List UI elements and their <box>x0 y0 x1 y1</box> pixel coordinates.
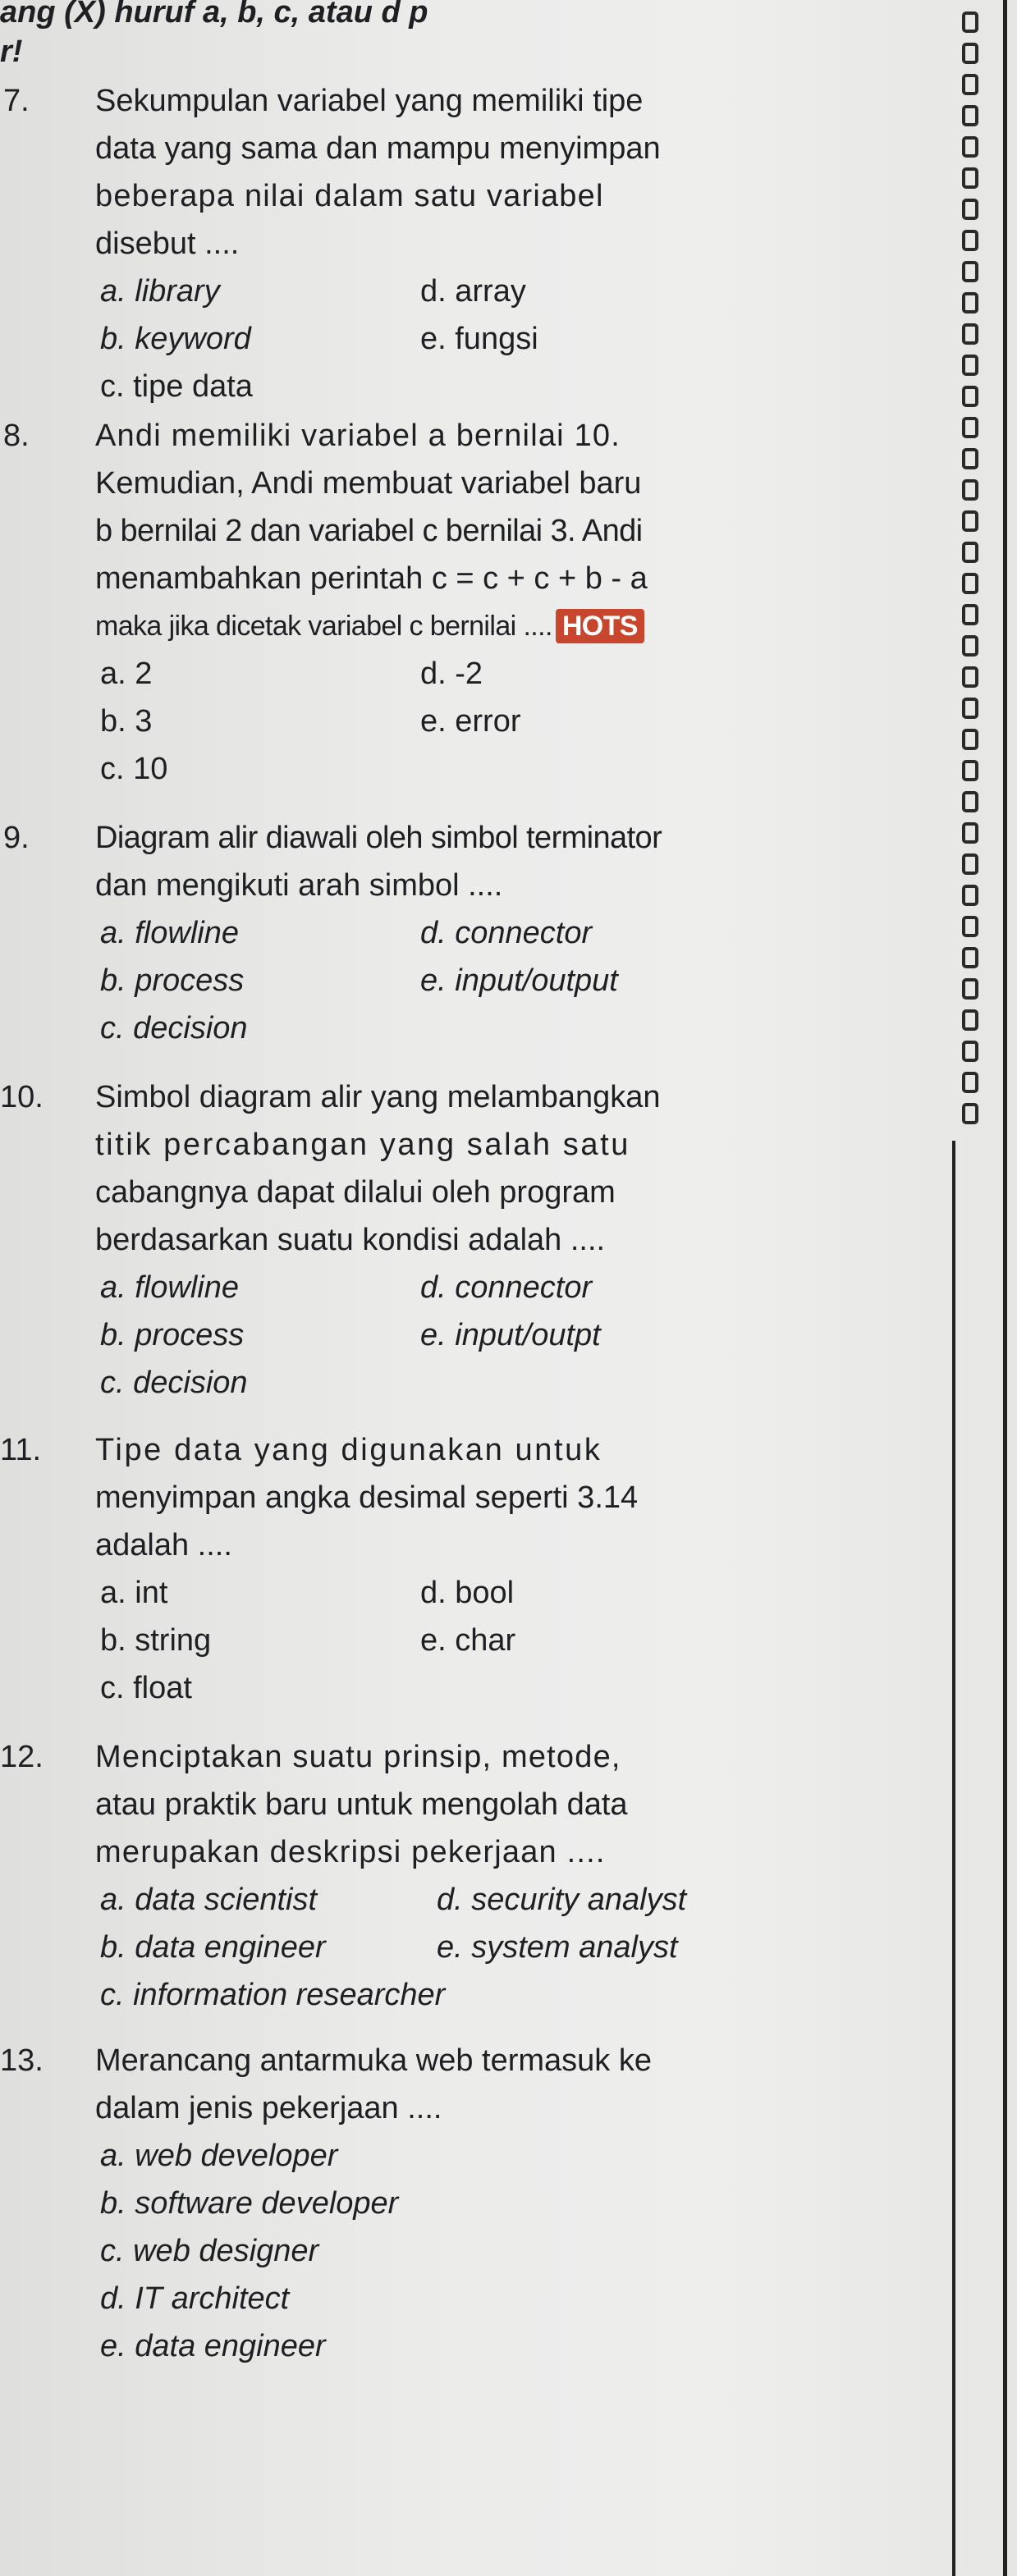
binding-ring <box>964 356 977 374</box>
option-a[interactable]: a. library <box>100 274 220 309</box>
binding-ring <box>964 1042 977 1060</box>
option-e[interactable]: e. system analyst <box>437 1930 678 1965</box>
binding-ring <box>964 169 977 187</box>
binding-ring <box>964 325 977 343</box>
binding-ring <box>964 606 977 624</box>
header-line: ang (X) huruf a, b, c, atau d p <box>0 0 428 30</box>
margin-line <box>952 1141 955 2576</box>
option-a[interactable]: a. flowline <box>100 916 239 950</box>
binding-ring <box>964 917 977 936</box>
question-text: titik percabangan yang salah satu <box>95 1128 630 1162</box>
binding-ring <box>964 263 977 281</box>
option-c[interactable]: c. information researcher <box>100 1978 446 2012</box>
option-d[interactable]: d. array <box>420 274 526 309</box>
option-a[interactable]: a. 2 <box>100 657 153 691</box>
option-d[interactable]: d. connector <box>420 1270 593 1305</box>
option-b[interactable]: b. keyword <box>100 322 251 356</box>
binding-ring <box>964 387 977 405</box>
binding-ring <box>964 980 977 998</box>
option-c[interactable]: c. 10 <box>100 752 168 786</box>
option-e[interactable]: e. input/outpt <box>420 1318 601 1352</box>
binding-ring <box>964 107 977 125</box>
question-number: 8. <box>3 419 30 453</box>
binding-ring <box>964 699 977 717</box>
binding-ring <box>964 200 977 218</box>
option-b[interactable]: b. process <box>100 1318 245 1352</box>
question-text: adalah .... <box>95 1528 232 1563</box>
question-text: dalam jenis pekerjaan .... <box>95 2091 442 2125</box>
option-e[interactable]: e. error <box>420 704 521 739</box>
question-text: Merancang antarmuka web termasuk ke <box>95 2043 652 2078</box>
binding-ring <box>964 512 977 530</box>
header-line: r! <box>0 34 23 69</box>
question-text: Simbol diagram alir yang melambangkan <box>95 1080 661 1114</box>
binding-ring <box>964 1011 977 1029</box>
option-c[interactable]: c. web designer <box>100 2234 319 2268</box>
question-number: 13. <box>0 2043 44 2078</box>
spiral-binding <box>952 0 1010 2576</box>
question-text-with-badge <box>95 607 644 645</box>
binding-ring <box>964 637 977 655</box>
binding-ring <box>964 419 977 437</box>
binding-ring <box>964 1073 977 1091</box>
binding-ring <box>964 574 977 593</box>
binding-ring <box>964 730 977 748</box>
question-number: 9. <box>3 821 30 855</box>
page-edge-line <box>1003 0 1007 2576</box>
question-text: berdasarkan suatu kondisi adalah .... <box>95 1223 606 1257</box>
question-number: 12. <box>0 1740 44 1774</box>
question-text: Andi memiliki variabel a bernilai 10. <box>95 419 621 453</box>
option-a[interactable]: a. web developer <box>100 2139 338 2173</box>
question-text: merupakan deskripsi pekerjaan .... <box>95 1835 606 1869</box>
question-text: Kemudian, Andi membuat variabel baru <box>95 466 642 501</box>
question-number: 10. <box>0 1080 44 1114</box>
binding-ring <box>964 481 977 499</box>
option-a[interactable]: a. flowline <box>100 1270 239 1305</box>
question-text: disebut .... <box>95 226 240 261</box>
option-a[interactable]: a. data scientist <box>100 1883 318 1917</box>
binding-ring <box>964 231 977 249</box>
option-e[interactable]: e. char <box>420 1623 516 1658</box>
option-b[interactable]: b. process <box>100 963 245 998</box>
binding-ring <box>964 855 977 873</box>
hots-badge: HOTS <box>556 609 644 643</box>
question-text: b bernilai 2 dan variabel c bernilai 3. Andi <box>95 514 643 548</box>
option-e[interactable]: e. input/output <box>420 963 618 998</box>
question-text: atau praktik baru untuk mengolah data <box>95 1787 628 1822</box>
question-text: Sekumpulan variabel yang memiliki tipe <box>95 84 644 118</box>
option-c[interactable]: c. decision <box>100 1011 248 1045</box>
option-b[interactable]: b. string <box>100 1623 212 1658</box>
question-text: beberapa nilai dalam satu variabel <box>95 179 604 213</box>
binding-ring <box>964 13 977 31</box>
option-c[interactable]: c. tipe data <box>100 369 253 404</box>
option-b[interactable]: b. data engineer <box>100 1930 326 1965</box>
option-d[interactable]: d. -2 <box>420 657 483 691</box>
binding-ring <box>964 138 977 156</box>
binding-ring <box>964 543 977 561</box>
binding-ring <box>964 793 977 811</box>
option-d[interactable]: d. IT architect <box>100 2281 290 2316</box>
option-e[interactable]: e. fungsi <box>420 322 538 356</box>
option-d[interactable]: d. bool <box>420 1576 515 1610</box>
binding-ring <box>964 949 977 967</box>
option-e[interactable]: e. data engineer <box>100 2329 326 2363</box>
question-text: menyimpan angka desimal seperti 3.14 <box>95 1480 639 1515</box>
question-number: 11. <box>0 1433 42 1467</box>
question-text: menambahkan perintah c = c + c + b - a <box>95 561 648 596</box>
question-text: dan mengikuti arah simbol .... <box>95 868 503 903</box>
question-text: Menciptakan suatu prinsip, metode, <box>95 1740 621 1774</box>
option-c[interactable]: c. decision <box>100 1366 248 1400</box>
option-b[interactable]: b. 3 <box>100 704 153 739</box>
question-text: data yang sama dan mampu menyimpan <box>95 131 661 166</box>
option-a[interactable]: a. int <box>100 1576 168 1610</box>
option-c[interactable]: c. float <box>100 1671 192 1705</box>
question-text: maka jika dicetak variabel c bernilai .... <box>95 611 552 642</box>
question-text: Tipe data yang digunakan untuk <box>95 1433 602 1467</box>
binding-ring <box>964 1105 977 1123</box>
option-d[interactable]: d. security analyst <box>437 1883 687 1917</box>
binding-ring <box>964 294 977 312</box>
question-text: cabangnya dapat dilalui oleh program <box>95 1175 616 1210</box>
binding-ring <box>964 824 977 842</box>
question-number: 7. <box>3 84 30 118</box>
option-b[interactable]: b. software developer <box>100 2186 399 2221</box>
question-text: Diagram alir diawali oleh simbol terminator <box>95 821 662 855</box>
binding-ring <box>964 886 977 904</box>
binding-ring <box>964 450 977 468</box>
binding-ring <box>964 668 977 686</box>
binding-ring <box>964 762 977 780</box>
binding-ring <box>964 44 977 62</box>
option-d[interactable]: d. connector <box>420 916 593 950</box>
binding-ring <box>964 75 977 94</box>
